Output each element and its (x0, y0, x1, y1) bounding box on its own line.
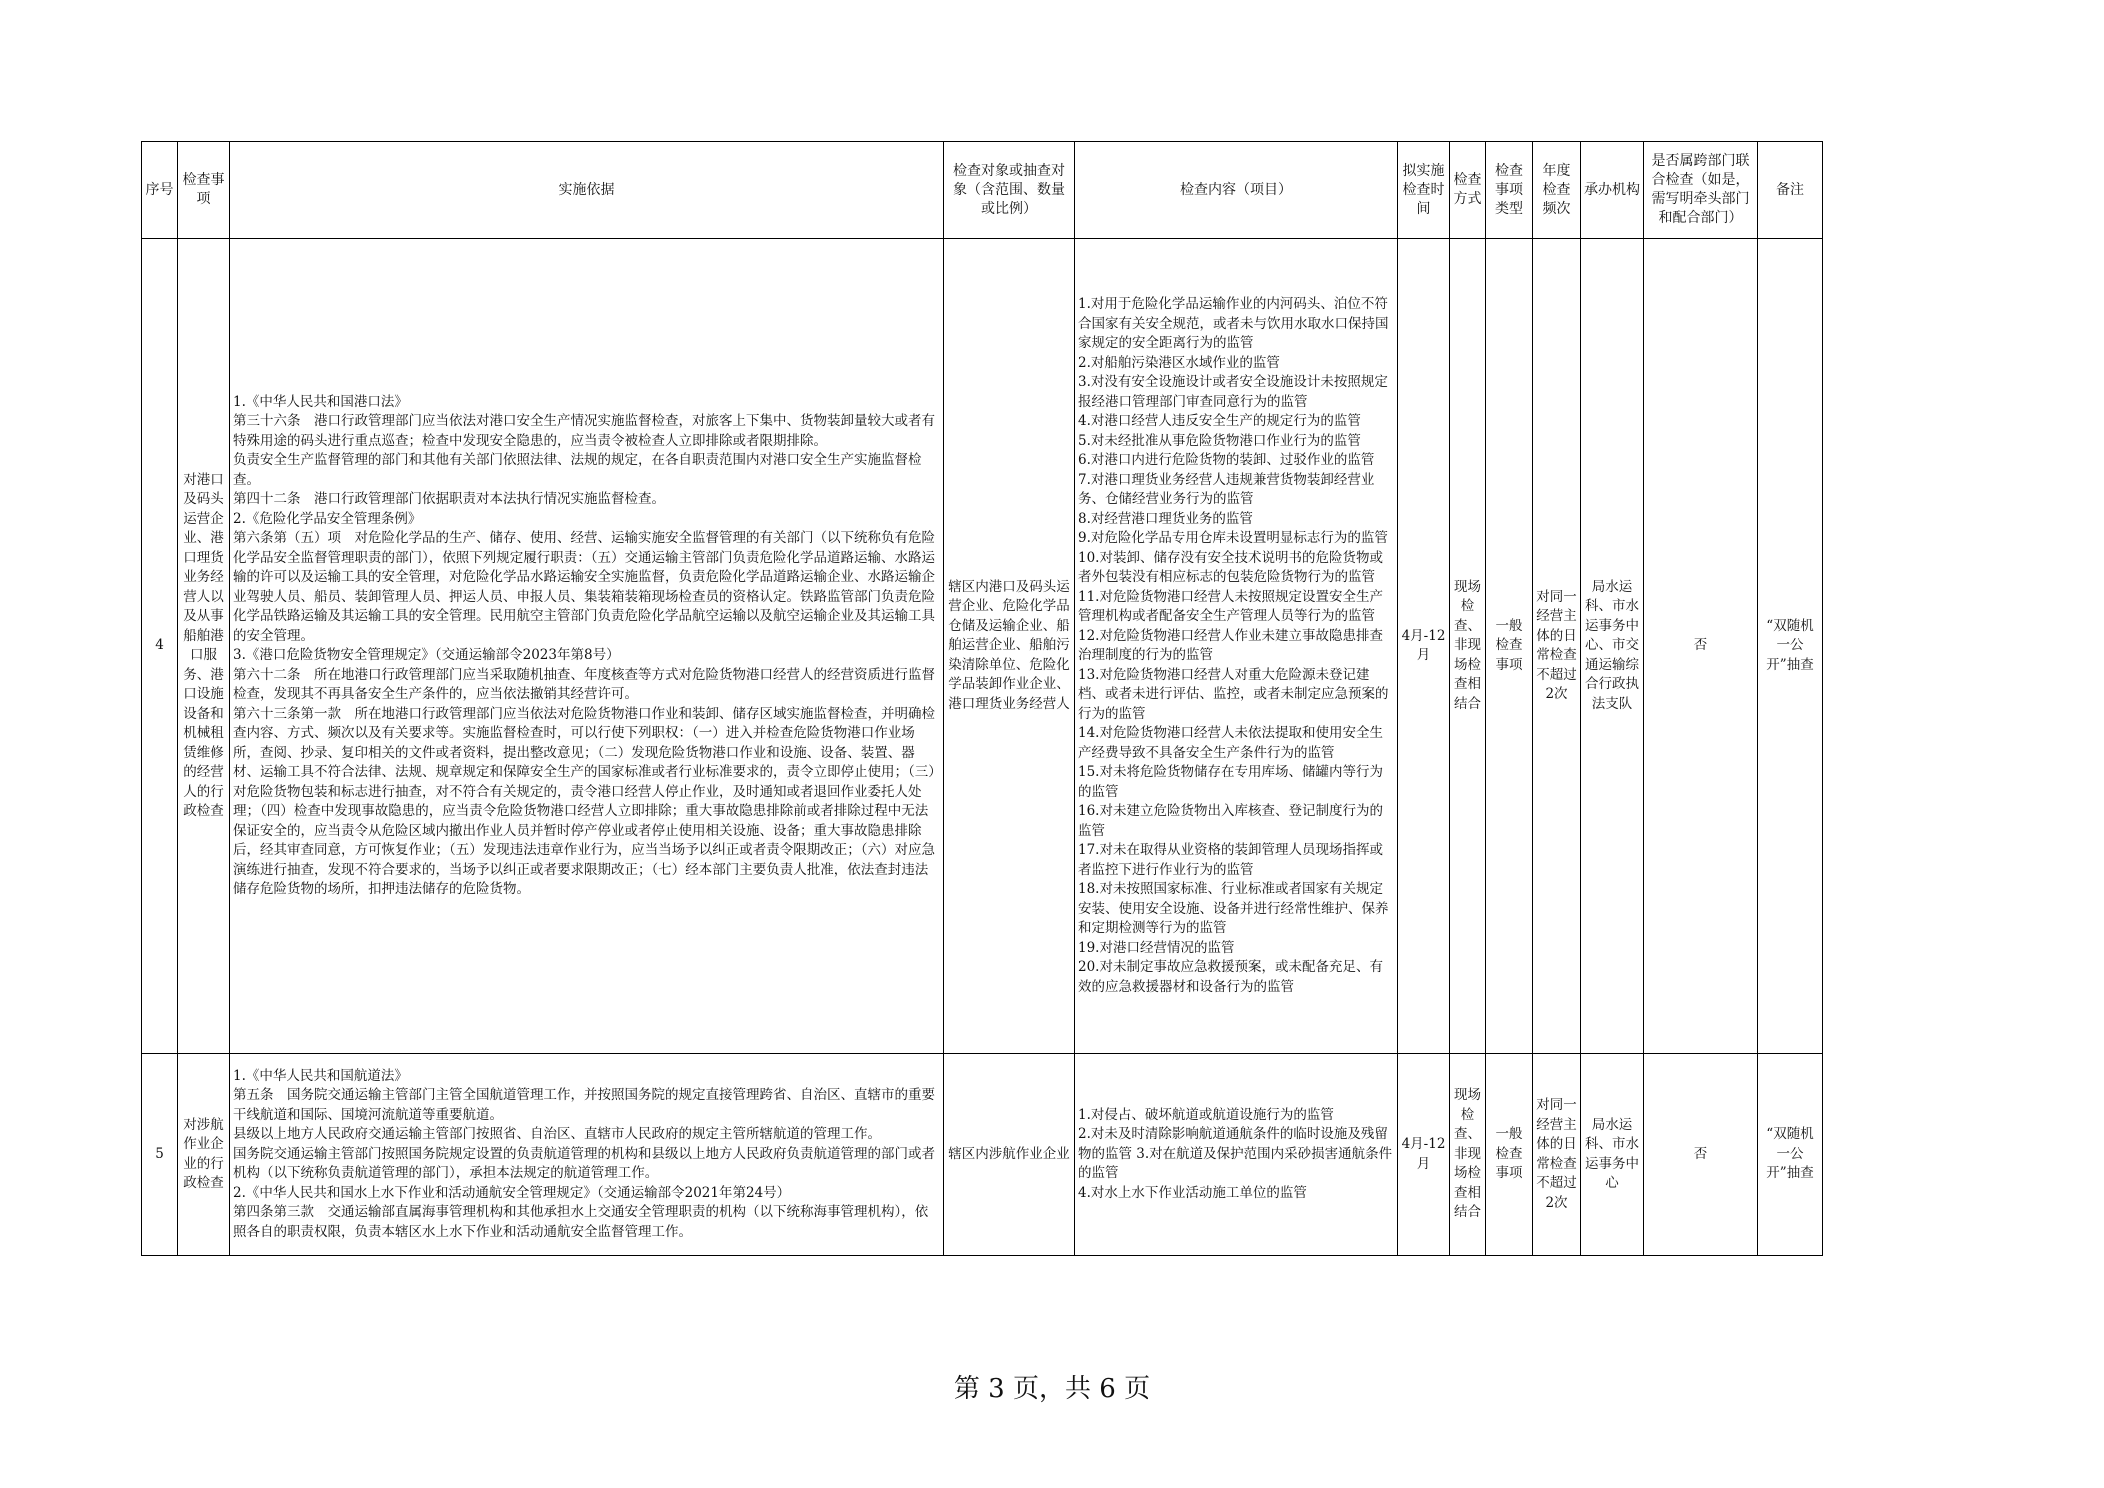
content-item: 4.对水上水下作业活动施工单位的监管 (1078, 1184, 1307, 1201)
header-freq: 年度检查频次 (1533, 142, 1581, 239)
content-item: 3.对没有安全设施设计或者安全设施设计未按照规定报经港口管理部门审查同意行为的监管 (1078, 374, 1388, 410)
content-item: 20.对未制定事故应急救援预案，或未配备充足、有效的应急救援器材和设备行为的监管 (1078, 959, 1383, 995)
basis-line: 第四条第三款 交通运输部直属海事管理机构和其他承担水上交通安全管理职责的机构（以下统称海事管理机构），依照各自的职责权限，负责本辖区水上水下作业和活动通航安全监督管理工作。 (233, 1204, 929, 1240)
basis-line: 1.《中华人民共和国航道法》 (233, 1067, 408, 1084)
row-target: 辖区内港口及码头运营企业、危险化学品仓储及运输企业、船舶运营企业、船舶污染清除单位、危险化学品装卸作业企业、港口理货业务经营人 (944, 239, 1075, 1054)
content-item: 18.对未按照国家标准、行业标准或者国家有关规定安装、使用安全设施、设备并进行经常性维护、保养和定期检测等行为的监管 (1078, 881, 1389, 936)
row-freq: 对同一经营主体的日常检查不超过2次 (1533, 1054, 1581, 1256)
row-basis (230, 1054, 944, 1256)
basis-line: 第六条第（五）项 对危险化学品的生产、储存、使用、经营、运输实施安全监督管理的有关部门（以下统称负有危险化学品安全监督管理职责的部门），依照下列规定履行职责：（五）交通运输主管部门负责危险化学品道路运输、水路运输的许可以及运输工具的安全管理，对危险化学品水路运输安全实施监督，负责危险化学品道路运输企业、水路运输企业驾驶人员、船员、装卸管理人员、押运人员、申报人员、集装箱装箱现场检查员的资格认定。铁路监管部门负责危险化学品铁路运输及其运输工具的安全管理。民用航空主管部门负责危险化学品航空运输以及航空运输企业及其运输工具的安全管理。 (233, 530, 935, 644)
row-note: “双随机一公开”抽查 (1758, 239, 1823, 1054)
header-type: 检查事项类型 (1486, 142, 1533, 239)
row-item: 对涉航作业企业的行政检查 (178, 1054, 230, 1256)
content-item: 13.对危险货物港口经营人对重大危险源未登记建档、或者未进行评估、监控，或者未制定应急预案的行为的监管 (1078, 666, 1389, 722)
basis-line: 第三十六条 港口行政管理部门应当依法对港口安全生产情况实施监督检查，对旅客上下集中、货物装卸量较大或者有特殊用途的码头进行重点巡查；检查中发现安全隐患的，应当责令被检查人立即排除或者限期排除。 (233, 413, 935, 449)
row-method: 现场检查、非现场检查相结合 (1450, 1054, 1486, 1256)
row-target: 辖区内涉航作业企业 (944, 1054, 1075, 1256)
header-time: 拟实施检查时间 (1398, 142, 1450, 239)
row-note: “双随机一公开”抽查 (1758, 1054, 1823, 1256)
page-footer: 第 3 页，共 6 页 (953, 1374, 1151, 1404)
row-type: 一般检查事项 (1486, 239, 1533, 1054)
content-item: 14.对危险货物港口经营人未依法提取和使用安全生产经费导致不具备安全生产条件行为的监管 (1078, 725, 1383, 761)
content-item: 4.对港口经营人违反安全生产的规定行为的监管 (1078, 413, 1361, 429)
content-item: 6.对港口内进行危险货物的装卸、过驳作业的监管 (1078, 452, 1375, 468)
row-content (1075, 239, 1398, 1054)
header-joint: 是否属跨部门联合检查（如是，需写明牵头部门和配合部门） (1644, 142, 1758, 239)
row-seq: 4 (142, 239, 178, 1054)
row-org: 局水运科、市水运事务中心 (1581, 1054, 1644, 1256)
content-item: 10.对装卸、储存没有安全技术说明书的危险货物或者外包装没有相应标志的包装危险货物行为的监管 (1078, 549, 1383, 585)
header-row (142, 142, 1823, 239)
content-item: 17.对未在取得从业资格的装卸管理人员现场指挥或者监控下进行作业行为的监管 (1078, 842, 1383, 878)
row-joint: 否 (1644, 1054, 1758, 1256)
content-item: 16.对未建立危险货物出入库核查、登记制度行为的监管 (1078, 803, 1383, 839)
header-seq: 序号 (142, 142, 178, 239)
row-org: 局水运科、市水运事务中心、市交通运输综合行政执法支队 (1581, 239, 1644, 1054)
content-item: 15.对未将危险货物储存在专用库场、储罐内等行为的监管 (1078, 764, 1383, 800)
content-item: 8.对经营港口理货业务的监管 (1078, 510, 1253, 527)
row-freq: 对同一经营主体的日常检查不超过2次 (1533, 239, 1581, 1054)
basis-line: 2.《中华人民共和国水上水下作业和活动通航安全管理规定》（交通运输部令2021年第24号） (233, 1184, 791, 1201)
row-type: 一般检查事项 (1486, 1054, 1533, 1256)
content-item: 2.对未及时清除影响航道通航条件的临时设施及残留物的监管 3.对在航道及保护范围内采砂损害通航条件的监管 (1078, 1126, 1393, 1182)
content-item: 19.对港口经营情况的监管 (1078, 939, 1235, 956)
content-item: 1.对用于危险化学品运输作业的内河码头、泊位不符合国家有关安全规范，或者未与饮用水取水口保持国家规定的安全距离行为的监管 (1078, 296, 1389, 351)
row-basis (230, 239, 944, 1054)
basis-line: 2.《危险化学品安全管理条例》 (233, 510, 422, 527)
basis-line: 负责安全生产监督管理的部门和其他有关部门依照法律、法规的规定，在各自职责范围内对港口安全生产实施监督检查。 (233, 452, 922, 488)
header-method: 检查方式 (1450, 142, 1486, 239)
row-time: 4月-12月 (1398, 239, 1450, 1054)
table-row (142, 1054, 1823, 1256)
row-time: 4月-12月 (1398, 1054, 1450, 1256)
header-content: 检查内容（项目） (1075, 142, 1398, 239)
row-seq: 5 (142, 1054, 178, 1256)
row-item: 对港口及码头运营企业、港口理货业务经营人以及从事船舶港口服务、港口设施设备和机械租赁维修的经营人的行政检查 (178, 239, 230, 1054)
table-row (142, 239, 1823, 1054)
content-item: 7.对港口理货业务经营人违规兼营货物装卸经营业务、仓储经营业务行为的监管 (1078, 471, 1375, 507)
inspection-table (141, 141, 1823, 1256)
basis-line: 第四十二条 港口行政管理部门依据职责对本法执行情况实施监督检查。 (233, 491, 665, 507)
content-item: 9.对危险化学品专用仓库未设置明显标志行为的监管 (1078, 530, 1388, 546)
basis-line: 国务院交通运输主管部门按照国务院规定设置的负责航道管理的机构和县级以上地方人民政府负责航道管理的部门或者机构（以下统称负责航道管理的部门），承担本法规定的航道管理工作。 (233, 1145, 935, 1182)
basis-line: 3.《港口危险货物安全管理规定》（交通运输部令2023年第8号） (233, 647, 620, 663)
row-joint: 否 (1644, 239, 1758, 1054)
basis-line: 1.《中华人民共和国港口法》 (233, 393, 408, 410)
content-item: 5.对未经批准从事危险货物港口作业行为的监管 (1078, 432, 1361, 449)
header-org: 承办机构 (1581, 142, 1644, 239)
header-basis: 实施依据 (230, 142, 944, 239)
header-target: 检查对象或抽查对象（含范围、数量或比例） (944, 142, 1075, 239)
basis-line: 第六十三条第一款 所在地港口行政管理部门应当依法对危险货物港口作业和装卸、储存区域实施监督检查，并明确检查内容、方式、频次以及有关要求等。实施监督检查时，可以行使下列职权：（一）进入并检查危险货物港口作业场所，查阅、抄录、复印相关的文件或者资料，提出整改意见；（二）发现危险货物港口作业和设施、设备、装置、器材、运输工具不符合法律、法规、规章规定和保障安全生产的国家标准或者行业标准要求的，责令立即停止使用；（三）对危险货物包装和标志进行抽查，对不符合有关规定的，责令港口经营人停止作业，及时通知或者退回作业委托人处理；（四）检查中发现事故隐患的，应当责令危险货物港口经营人立即排除；重大事故隐患排除前或者排除过程中无法保证安全的，应当责令从危险区域内撤出作业人员并暂时停产停业或者停止使用相关设施、设备；重大事故隐患排除后，经其审查同意，方可恢复作业；（五）发现违法违章作业行为，应当当场予以纠正或者责令限期改正；（六）对应急演练进行抽查，发现不符合要求的，当场予以纠正或者要求限期改正；（七）经本部门主要负责人批准，依法查封违法储存危险货物的场所，扣押违法储存的危险货物。 (233, 705, 935, 897)
basis-line: 县级以上地方人民政府交通运输主管部门按照省、自治区、直辖市人民政府的规定主管所辖航道的管理工作。 (233, 1126, 881, 1143)
content-item: 11.对危险货物港口经营人未按照规定设置安全生产管理机构或者配备安全生产管理人员等行为的监管 (1078, 588, 1383, 624)
content-item: 2.对船舶污染港区水域作业的监管 (1078, 354, 1280, 371)
header-item: 检查事项 (178, 142, 230, 239)
content-item: 12.对危险货物港口经营人作业未建立事故隐患排查治理制度的行为的监管 (1078, 627, 1383, 663)
content-item: 1.对侵占、破坏航道或航道设施行为的监管 (1078, 1106, 1334, 1123)
row-method: 现场检查、非现场检查相结合 (1450, 239, 1486, 1054)
row-content (1075, 1054, 1398, 1256)
basis-line: 第五条 国务院交通运输主管部门主管全国航道管理工作，并按照国务院的规定直接管理跨省、自治区、直辖市的重要干线航道和国际、国境河流航道等重要航道。 (233, 1087, 935, 1123)
basis-line: 第六十二条 所在地港口行政管理部门应当采取随机抽查、年度核查等方式对危险货物港口经营人的经营资质进行监督检查，发现其不再具备安全生产条件的，应当依法撤销其经营许可。 (233, 666, 935, 702)
header-note: 备注 (1758, 142, 1823, 239)
